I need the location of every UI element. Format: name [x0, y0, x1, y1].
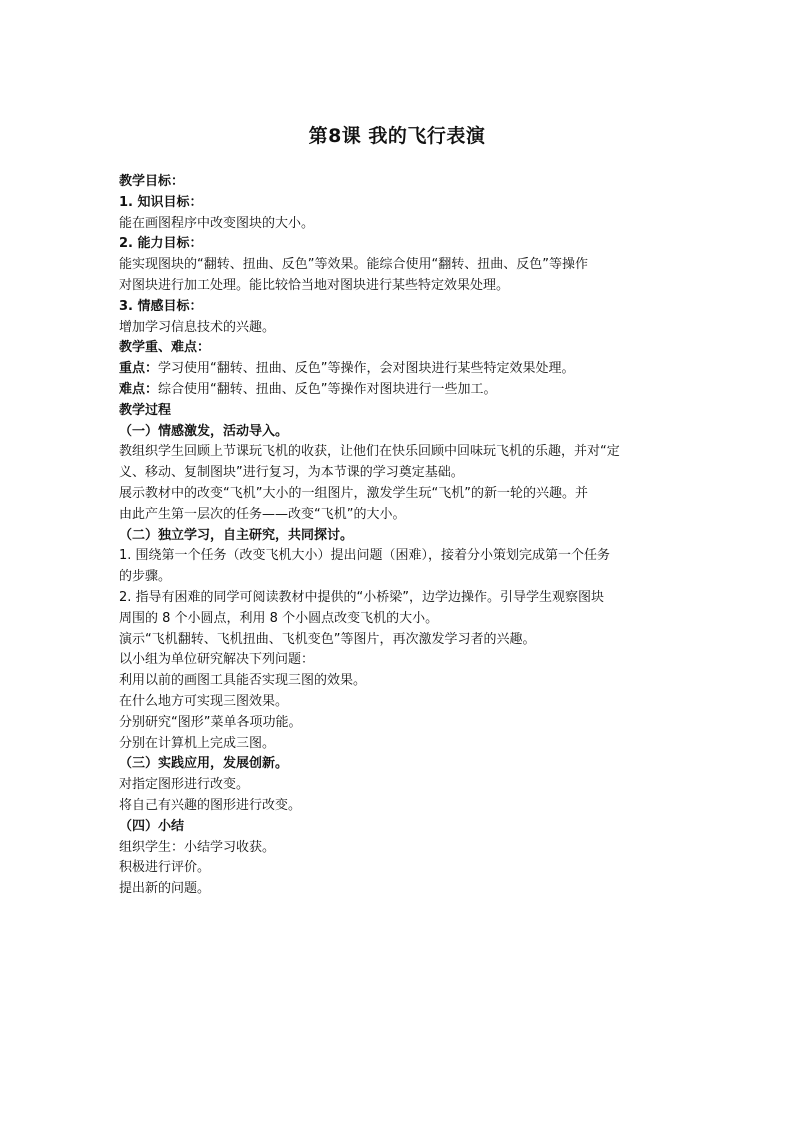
- paragraph-line: 利用以前的画图工具能否实现三图的效果。: [119, 673, 367, 689]
- paragraph-line: 分别研究“图形”菜单各项功能。: [119, 714, 302, 730]
- difficulty-text: 综合使用“翻转、扭曲、反色”等操作对图块进行一些加工。: [158, 381, 497, 397]
- paragraph-line: 2. 指导有困难的同学可阅读教材中提供的“小桥梁”，边学边操作。引导学生观察图块: [119, 589, 605, 605]
- lesson-content: [119, 172, 679, 900]
- section-heading-process: 教学过程: [119, 402, 172, 418]
- paragraph-line: 展示教材中的改变“飞机”大小的一组图片，激发学生玩“飞机”的新一轮的兴趣。并: [119, 485, 588, 501]
- difficulty-label: 难点：: [119, 381, 159, 397]
- paragraph-line: 以小组为单位研究解决下列问题：: [119, 652, 315, 668]
- paragraph-line: 由此产生第一层次的任务——改变“飞机”的大小。: [119, 506, 406, 522]
- lesson-title: 第8课 我的飞行表演: [308, 125, 486, 147]
- step-heading-2: （二）独立学习，自主研究，共同探讨。: [119, 527, 354, 543]
- paragraph-line: 增加学习信息技术的兴趣。: [119, 319, 276, 335]
- paragraph-line: 在什么地方可实现三图效果。: [119, 693, 289, 709]
- paragraph-line: 的步骤。: [119, 569, 172, 585]
- key-point-label: 重点：: [119, 361, 159, 377]
- paragraph-line: 分别在计算机上完成三图。: [119, 735, 276, 751]
- subheading-ability-goal: 2. 能力目标：: [119, 236, 203, 252]
- paragraph-line: 教组织学生回顾上节课玩飞机的收获，让他们在快乐回顾中回味玩飞机的乐趣，并对“定: [119, 444, 620, 460]
- step-heading-3: （三）实践应用，发展创新。: [119, 756, 289, 772]
- paragraph-line: 对图块进行加工处理。能比较恰当地对图块进行某些特定效果处理。: [119, 277, 510, 293]
- key-point-text: 学习使用“翻转、扭曲、反色”等操作，会对图块进行某些特定效果处理。: [158, 361, 575, 377]
- paragraph-line: 1. 围绕第一个任务（改变飞机大小）提出问题（困难），接着分小策划完成第一个任务: [119, 548, 611, 564]
- difficulty-line: [119, 380, 679, 401]
- paragraph-line: 组织学生：小结学习收获。: [119, 839, 276, 855]
- step-heading-4: （四）小结: [119, 818, 185, 834]
- section-heading-objectives: 教学目标：: [119, 174, 185, 189]
- subheading-emotion-goal: 3. 情感目标：: [119, 298, 203, 314]
- paragraph-line: 提出新的问题。: [119, 881, 211, 897]
- paragraph-line: 义、移动、复制图块”进行复习，为本节课的学习奠定基础。: [119, 465, 464, 481]
- paragraph-line: 将自己有兴趣的图形进行改变。: [119, 797, 302, 813]
- section-heading-key-points: 教学重、难点：: [119, 340, 211, 356]
- step-heading-1: （一）情感激发，活动导入。: [119, 423, 289, 439]
- paragraph-line: 能实现图块的“翻转、扭曲、反色”等效果。能综合使用“翻转、扭曲、反色”等操作: [119, 257, 588, 273]
- paragraph-line: 能在画图程序中改变图块的大小。: [119, 215, 315, 231]
- paragraph-line: 积极进行评价。: [119, 860, 211, 876]
- subheading-knowledge-goal: 1. 知识目标：: [119, 194, 203, 210]
- paragraph-line: 周围的 8 个小圆点，利用 8 个小圆点改变飞机的大小。: [119, 610, 439, 626]
- key-point-line: [119, 359, 679, 380]
- paragraph-line: 对指定图形进行改变。: [119, 777, 250, 793]
- paragraph-line: 演示“飞机翻转、飞机扭曲、飞机变色”等图片，再次激发学习者的兴趣。: [119, 631, 536, 647]
